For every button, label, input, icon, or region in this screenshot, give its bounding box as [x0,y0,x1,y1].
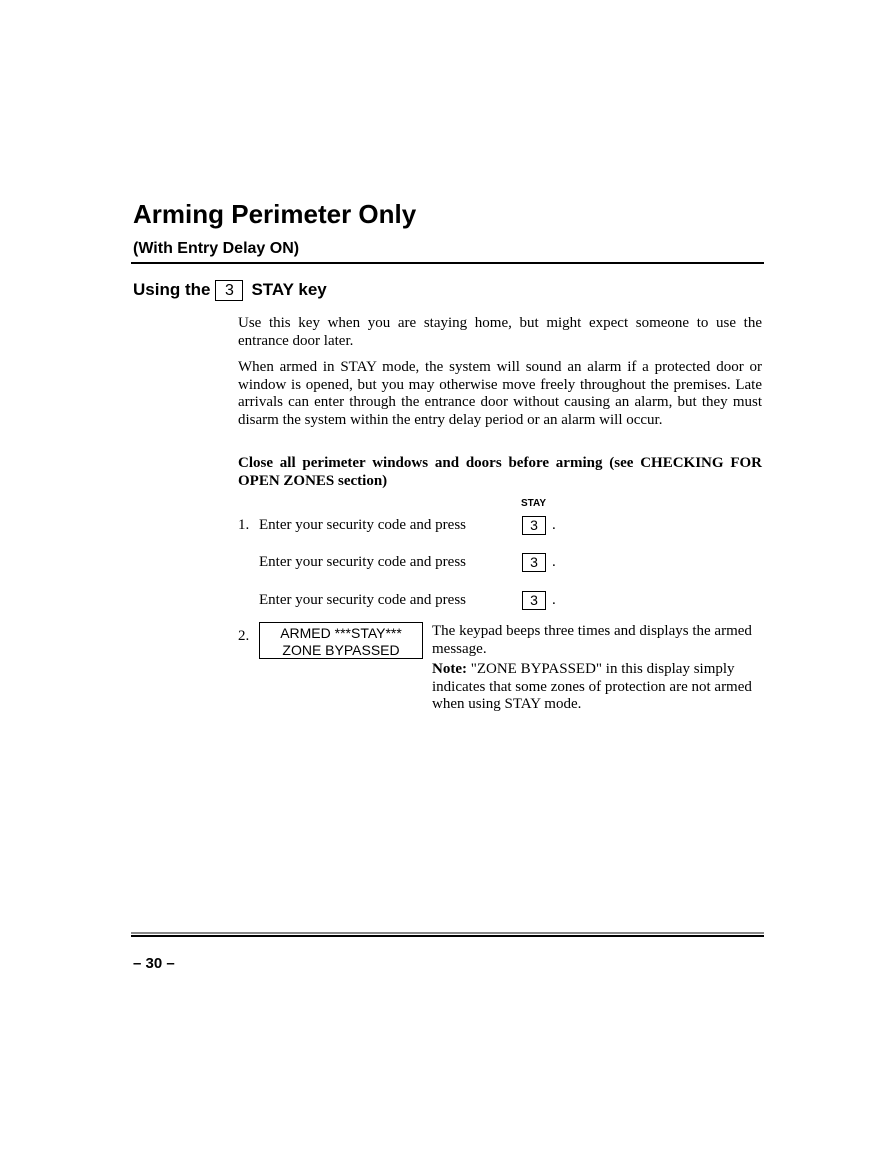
step-1-line-3-period: . [552,592,556,608]
keypad-display-line-2: ZONE BYPASSED [282,642,400,658]
page-number: – 30 – [133,955,175,972]
step-2-number: 2. [238,628,250,644]
step-1-line-2: Enter your security code and press [259,554,467,570]
page-subtitle: (With Entry Delay ON) [133,240,300,257]
step-1-line-3-key: 3 [522,591,546,610]
step-1-line-3: Enter your security code and press [259,592,467,608]
stay-mode-paragraph: When armed in STAY mode, the system will sound an alarm if a protected door or window is opened, but you may otherwise move freely throughout the premises. Late arrivals can enter through the entrance door without causing an alarm, but they must disarm the system within the entry delay period or an alarm will occur. [238,359,762,428]
section-heading-suffix: STAY key [251,280,327,299]
step-1-line-1-key: 3 [522,516,546,535]
title-divider [131,262,764,264]
step-1-line-2-period: . [552,554,556,570]
step-1-line-1: Enter your security code and press [259,517,467,533]
page-title: Arming Perimeter Only [133,199,417,229]
step-1-line-2-key: 3 [522,553,546,572]
step-2-text: The keypad beeps three times and displays the armed message. [432,623,752,657]
step-2-note [432,661,762,714]
step-1-line-1-period: . [552,517,556,533]
keypad-display-line-1: ARMED ***STAY*** [280,625,402,641]
step-2-description [432,623,762,714]
intro-paragraph: Use this key when you are staying home, but might expect someone to use the entrance door later. [238,315,762,349]
step-1-number: 1. [238,517,250,533]
footer-divider-light [131,932,764,934]
keypad-display [259,622,423,659]
section-heading [133,278,327,302]
note-label: Note: [432,661,467,677]
close-perimeter-warning: Close all perimeter windows and doors before arming (see CHECKING FOR OPEN ZONES section) [238,455,762,489]
stay-key-label: STAY [521,498,547,509]
note-text: "ZONE BYPASSED" in this display simply indicates that some zones of protection are not armed when using STAY mode. [432,661,752,712]
footer-divider [131,935,764,937]
stay-key-box: 3 [215,280,243,301]
section-heading-prefix: Using the [133,280,211,299]
